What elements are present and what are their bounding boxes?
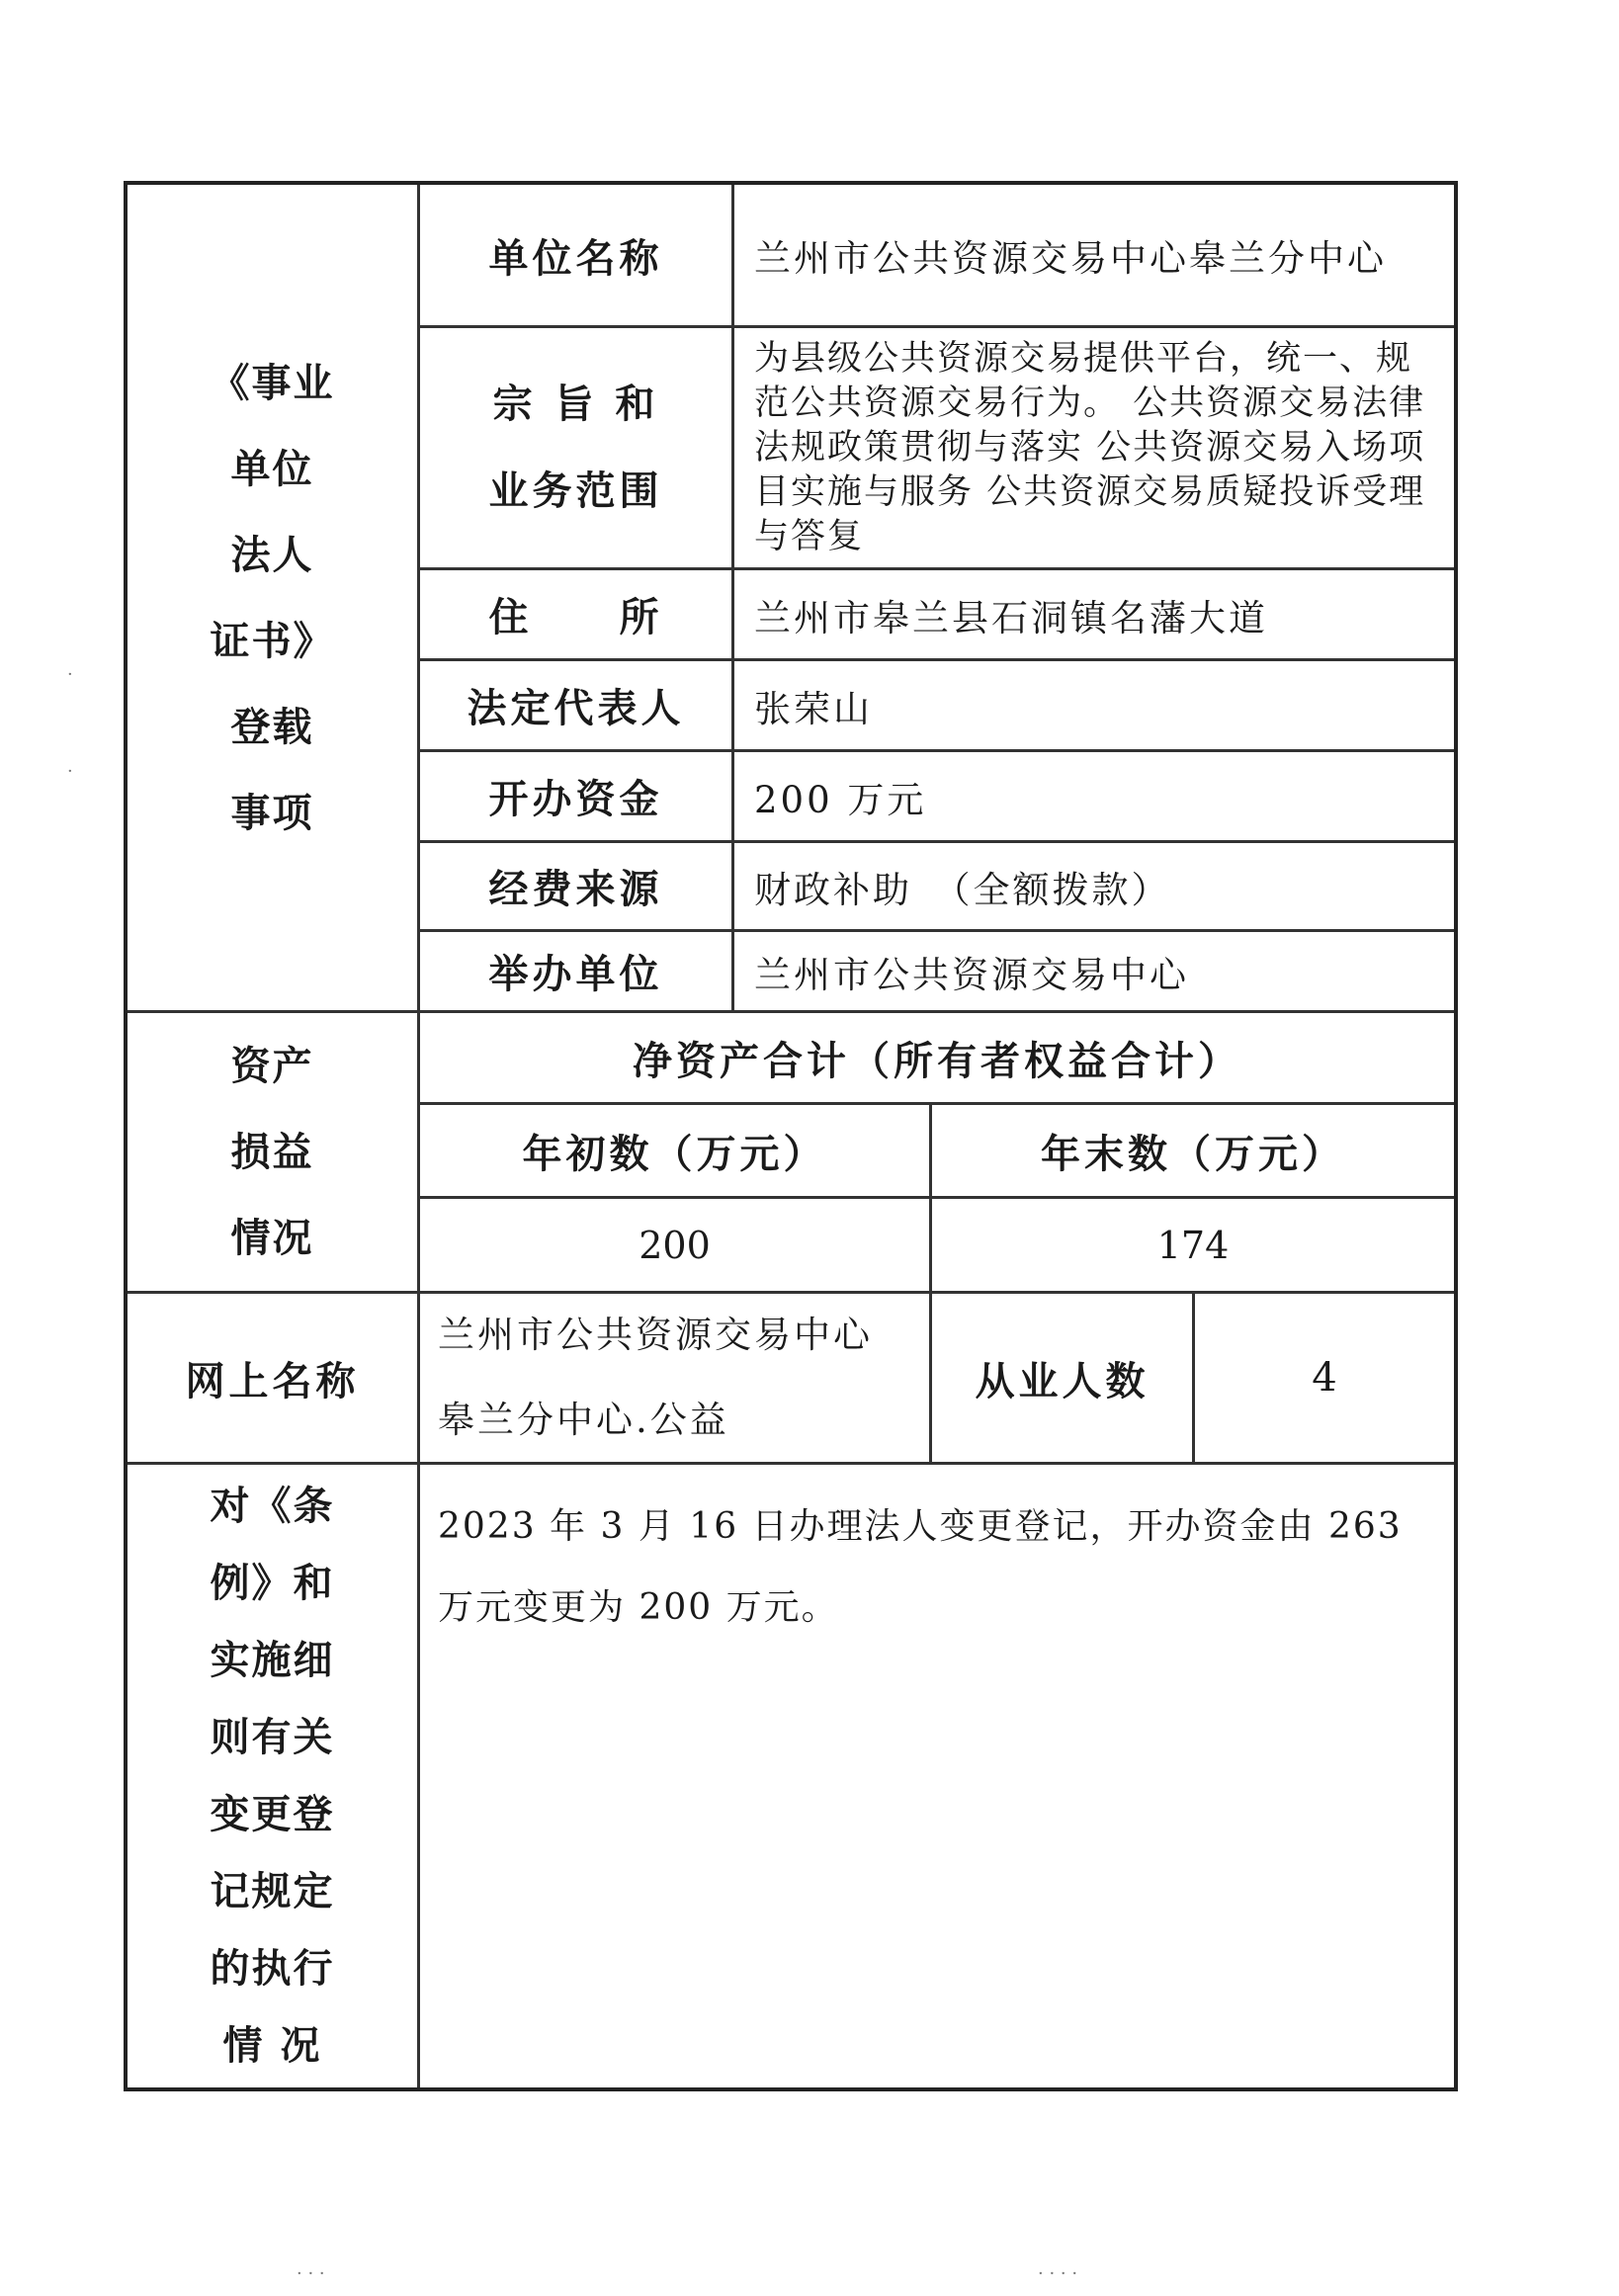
address-value: 兰州市皋兰县石洞镇名藩大道	[734, 570, 1454, 661]
section-title-line: 情 况	[222, 2022, 322, 2069]
start-of-year-header: 年初数（万元）	[420, 1105, 932, 1199]
online-name-label: 网上名称	[128, 1294, 420, 1465]
section-title-line: 损益	[230, 1129, 314, 1175]
section-title-line: 变更登	[210, 1791, 335, 1837]
compliance-text: 2023 年 3 月 16 日办理法人变更登记，开办资金由 263 万元变更为 200 万元。	[438, 1506, 1403, 1628]
staff-count-value: 4	[1195, 1294, 1454, 1465]
net-assets-header: 净资产合计（所有者权益合计）	[420, 1013, 1454, 1105]
section-title-line: 的执行	[210, 1945, 335, 1992]
scan-speck: · · ·	[297, 2263, 325, 2284]
section-title-line: 资产	[230, 1043, 314, 1089]
online-name-value: 兰州市公共资源交易中心 皋兰分中心.公益	[420, 1294, 932, 1465]
end-of-year-value: 174	[932, 1199, 1454, 1294]
assets-section-label	[128, 1013, 420, 1294]
section-title-line: 情况	[230, 1215, 314, 1261]
funding-source-value: 财政补助 （全额拨款）	[734, 843, 1454, 932]
section-title-line: 对《条	[210, 1483, 335, 1529]
scan-speck: ·	[67, 664, 73, 685]
registration-form-table	[124, 181, 1458, 2091]
section-title-line: 事项	[230, 789, 314, 836]
startup-capital-value: 200 万元	[734, 752, 1454, 843]
scan-speck: · · · ·	[1038, 2263, 1078, 2284]
section-title-line: 例》和	[210, 1560, 335, 1606]
address-label: 住 所	[420, 570, 734, 661]
sponsor-unit-label: 举办单位	[420, 932, 734, 1013]
section-title-line: 证书》	[210, 617, 335, 664]
section-title-line: 实施细	[210, 1637, 335, 1683]
purpose-scope-value: 为县级公共资源交易提供平台，统一、规范公共资源交易行为。 公共资源交易法律法规政策贯彻与落实 公共资源交易入场项目实施与服务 公共资源交易质疑投诉受理与答复	[734, 328, 1454, 570]
unit-name-value: 兰州市公共资源交易中心皋兰分中心	[734, 185, 1454, 328]
legal-representative-label: 法定代表人	[420, 661, 734, 752]
compliance-section-label	[128, 1465, 420, 2087]
legal-representative-value: 张荣山	[734, 661, 1454, 752]
sponsor-unit-value: 兰州市公共资源交易中心	[734, 932, 1454, 1013]
staff-count-label: 从业人数	[932, 1294, 1195, 1465]
end-of-year-header: 年末数（万元）	[932, 1105, 1454, 1199]
scan-speck: ·	[67, 761, 73, 782]
funding-source-label: 经费来源	[420, 843, 734, 932]
section-title-line: 法人	[230, 531, 314, 578]
section-title-line: 则有关	[210, 1714, 335, 1760]
purpose-scope-label: 宗 旨 和 业务范围	[420, 328, 734, 570]
start-of-year-value: 200	[420, 1199, 932, 1294]
startup-capital-label: 开办资金	[420, 752, 734, 843]
section-title-line: 《事业	[210, 359, 335, 406]
section-title-line: 登载	[230, 703, 314, 750]
certificate-section-label	[128, 185, 420, 1013]
unit-name-label: 单位名称	[420, 185, 734, 328]
section-title-line: 记规定	[210, 1868, 335, 1914]
section-title-line: 单位	[230, 445, 314, 492]
